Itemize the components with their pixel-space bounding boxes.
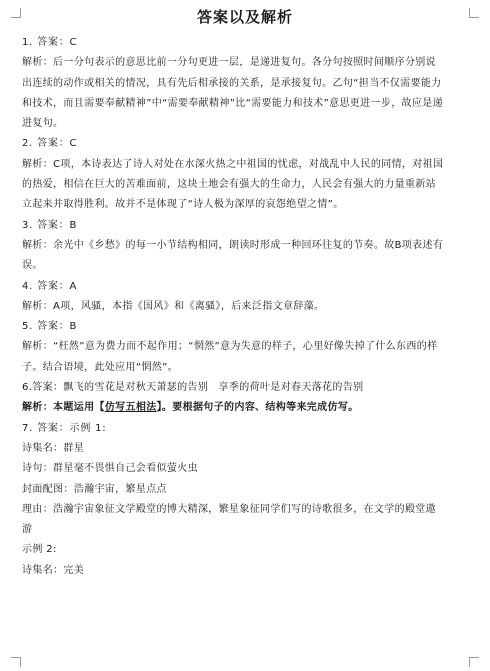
q7-line: 示例 2:: [22, 544, 57, 556]
q1-answer: 1. 答案：C: [22, 37, 78, 48]
q3-analysis: 解析：余光中《乡愁》的每一小节结构相同，朗读时形成一种回环往复的节奏。故B项表述有误。: [22, 239, 444, 272]
q5-analysis: 解析：“枉然”意为费力而不起作用；“惘然”意为失意的样子，心里好像失掉了什么东西的样子。结合语境，此处应用“惘然”。: [22, 341, 438, 373]
document-title: 答案以及解析: [196, 8, 293, 26]
q7-line: 诗集名：群星: [22, 442, 85, 454]
q6-answer: 6.答案：飘飞的雪花是对秋天萧瑟的告别 享季的荷叶是对春天落花的告别: [22, 382, 364, 394]
answer-content: [22, 33, 444, 581]
q7-line: 封面配图：浩瀚宇宙，繁星点点: [22, 483, 167, 495]
q6-analysis-prefix: 解析：本题运用【: [22, 402, 105, 414]
q6-method-link[interactable]: 仿写五相法: [104, 402, 157, 414]
q7-answer: 7. 答案：示例 1:: [22, 422, 107, 434]
page-corner-mark-bottom-left: [11, 657, 21, 667]
q2-answer: 2. 答案：C: [22, 138, 78, 150]
q4-answer: 4. 答案：A: [22, 280, 78, 292]
page-corner-mark-bottom-right: [469, 657, 479, 667]
q2-analysis: 解析：C项，本诗表达了诗人对处在水深火热之中祖国的忧虑，对战乱中人民的同情，对祖国的热爱，相信在巨大的苦难面前，这块土地会有强大的生命力，人民会有强大的力量重新站立起来并取得胜利。故并不是体现了“诗人极为深厚的哀怨绝望之情”。: [22, 158, 444, 211]
q4-analysis: 解析：A项，风骚，本指《国风》和《离骚》，后来泛指文章辞藻。: [22, 300, 325, 312]
q3-answer: 3. 答案：B: [22, 219, 78, 231]
q7-line: 诗句：群星毫不畏惧自己会看似萤火虫: [22, 463, 198, 475]
q6-analysis: [22, 398, 444, 418]
q1-analysis: 解析：后一分句表示的意思比前一分句更进一层，是递进复句。各分句按照时间顺序分别说出连续的动作或相关的情况，具有先后相承接的关系，是承接复句。乙句“担当不仅需要能力和技术，而且需要奉献精神”中“需要奉献精神”比“需要能力和技术”意思更进一步，故应是递进复句。: [22, 57, 443, 130]
q5-answer: 5. 答案：B: [22, 321, 78, 333]
q7-line: 诗集名：完美: [22, 564, 85, 576]
q7-line: 理由：浩瀚宇宙象征文学殿堂的博大精深，繁星象征同学们写的诗歌很多，在文学的殿堂遨游: [22, 503, 436, 536]
q6-analysis-suffix: 】。要根据句子的内容、结构等来完成仿写。: [156, 402, 359, 414]
